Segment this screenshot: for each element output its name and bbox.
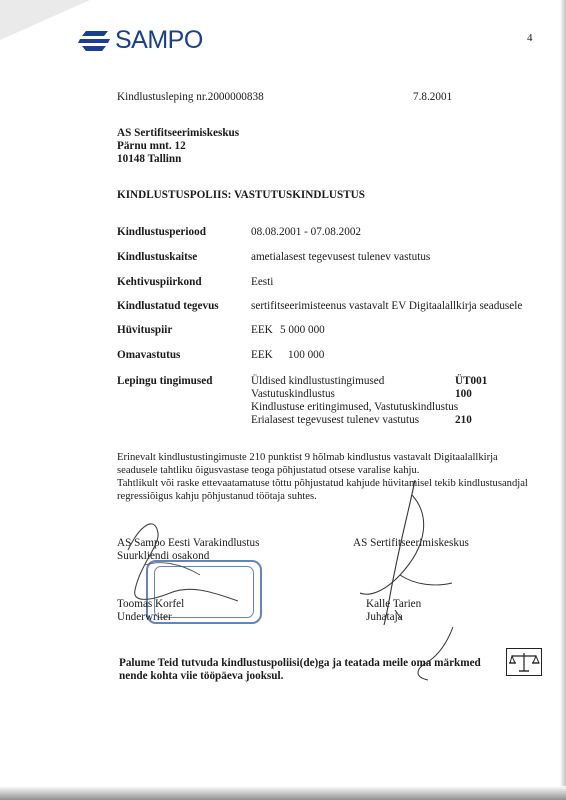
scan-edge-bottom bbox=[0, 786, 566, 800]
contract-date: 7.8.2001 bbox=[413, 91, 453, 103]
recipient-line-1: AS Sertifitseerimiskeskus bbox=[117, 127, 240, 139]
footer-line-2: nende kohta viie tööpäeva jooksul. bbox=[119, 670, 284, 682]
footer-line-1: Palume Teid tutvuda kindlustuspoliisi(de)ga ja teatada meile oma märkmed bbox=[119, 657, 481, 669]
sampo-logo-text: SAMPO bbox=[115, 26, 203, 54]
condition-code: 210 bbox=[455, 414, 472, 426]
left-signatory-name: Toomas Korfel bbox=[117, 598, 185, 610]
paragraph-line: regressiõigus kahju põhjustanud töötaja suhtes. bbox=[117, 491, 317, 502]
scan-edge-right bbox=[560, 0, 566, 800]
scales-of-justice-icon bbox=[506, 648, 542, 676]
paragraph-line: Tahtlikult või raske ettevaatamatuse tõttu põhjustatud kahjude hüvitamisel tekib kindlustusandjal bbox=[117, 478, 528, 489]
condition-line: Erialasest tegevusest tulenev vastutus bbox=[251, 414, 420, 426]
condition-line: Vastutuskindlustus bbox=[251, 388, 335, 400]
field-label: Kindlustusperiood bbox=[117, 226, 206, 238]
right-signatory-title: Juhataja bbox=[366, 611, 403, 623]
field-currency: EEK bbox=[251, 349, 273, 361]
right-signatory-company: AS Sertifitseerimiskeskus bbox=[353, 537, 469, 549]
field-currency: EEK bbox=[251, 324, 273, 336]
condition-code: 100 bbox=[455, 388, 472, 400]
contract-number: Kindlustusleping nr.2000000838 bbox=[117, 91, 264, 103]
sampo-logo-icon bbox=[78, 28, 112, 54]
condition-code: ÜT001 bbox=[455, 375, 488, 387]
policy-title: KINDLUSTUSPOLIIS: VASTUTUSKINDLUSTUS bbox=[117, 189, 365, 201]
field-label: Kehtivuspiirkond bbox=[117, 276, 202, 288]
field-value: Eesti bbox=[251, 276, 274, 288]
conditions-label: Lepingu tingimused bbox=[117, 375, 213, 387]
left-signatory-title: Underwriter bbox=[117, 611, 172, 623]
field-label: Kindlustatud tegevus bbox=[117, 300, 219, 312]
field-label: Hüvituspiir bbox=[117, 324, 173, 336]
pen-mark bbox=[408, 625, 468, 685]
field-label: Omavastutus bbox=[117, 349, 181, 361]
field-value: 08.08.2001 - 07.08.2002 bbox=[251, 226, 362, 238]
field-amount: 5 000 000 bbox=[280, 324, 325, 336]
right-signature bbox=[340, 475, 460, 635]
paragraph-line: Erinevalt kindlustustingimuste 210 punktist 9 hõlmab kindlustus vastavalt Digitaalallkirja bbox=[117, 452, 498, 463]
left-signatory-company: AS Sampo Eesti Varakindlustus bbox=[117, 537, 260, 549]
left-signatory-dept: Suurkliendi osakond bbox=[117, 550, 210, 562]
field-amount: 100 000 bbox=[288, 349, 325, 361]
sampo-logo bbox=[78, 26, 203, 55]
condition-line: Kindlustuse eritingimused, Vastutuskindlustus bbox=[251, 401, 459, 413]
field-value: sertifitseerimisteenus vastavalt EV Digitaalallkirja seadusele bbox=[251, 300, 523, 312]
left-signature bbox=[110, 505, 250, 615]
recipient-line-2: Pärnu mnt. 12 bbox=[117, 140, 186, 152]
scan-corner-shadow bbox=[0, 0, 90, 40]
page-number: 4 bbox=[527, 32, 533, 44]
recipient-line-3: 10148 Tallinn bbox=[117, 153, 182, 165]
paragraph-line: seadusele tahtliku õigusvastase teoga põhjustatud otsese varalise kahju. bbox=[117, 465, 420, 476]
field-label: Kindlustuskaitse bbox=[117, 251, 198, 263]
field-value: ametialasest tegevusest tulenev vastutus bbox=[251, 251, 431, 263]
right-signatory-name: Kalle Tarien bbox=[366, 598, 422, 610]
condition-line: Üldised kindlustustingimused bbox=[251, 375, 385, 387]
